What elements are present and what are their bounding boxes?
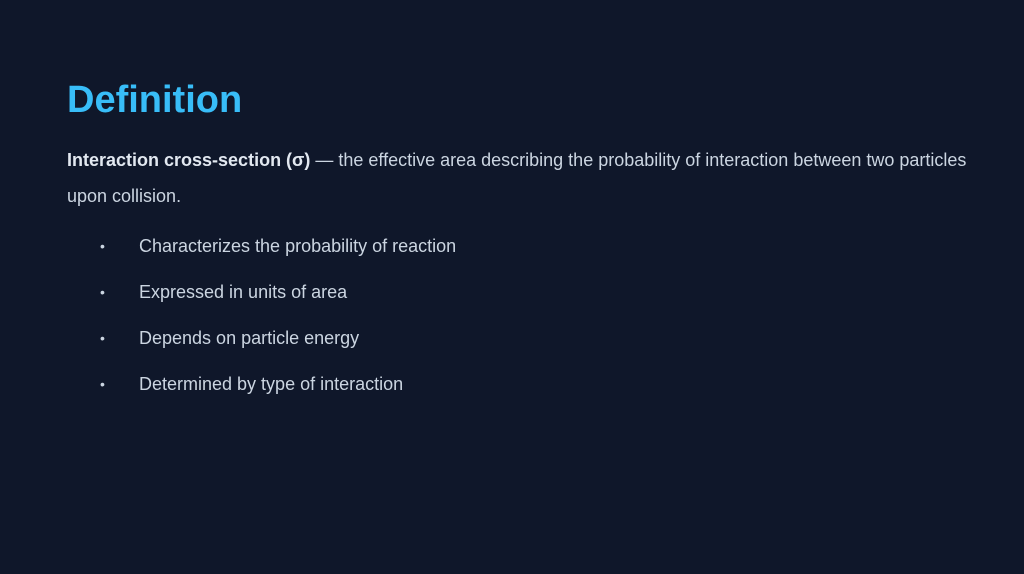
bullet-text: Determined by type of interaction — [139, 374, 404, 394]
bullet-text: Depends on particle energy — [139, 328, 360, 348]
bullet-icon: • — [100, 330, 105, 346]
bullet-item — [0, 275, 1024, 321]
bullet-icon: • — [100, 238, 105, 254]
bullet-icon: • — [100, 376, 105, 392]
slide-title: Definition — [67, 79, 243, 121]
definition-paragraph — [67, 142, 967, 214]
bullet-item — [0, 367, 1024, 413]
bullet-item — [0, 229, 1024, 275]
definition-term: Interaction cross-section (σ) — [67, 150, 311, 170]
definition-text: — the effective area describing the probability of interaction between two particles upon collision. — [67, 150, 967, 206]
bullet-text: Expressed in units of area — [139, 282, 348, 302]
bullet-icon: • — [100, 284, 105, 300]
bullet-text: Characterizes the probability of reaction — [139, 236, 457, 256]
bullet-item — [0, 321, 1024, 367]
bullet-list — [0, 229, 1024, 413]
